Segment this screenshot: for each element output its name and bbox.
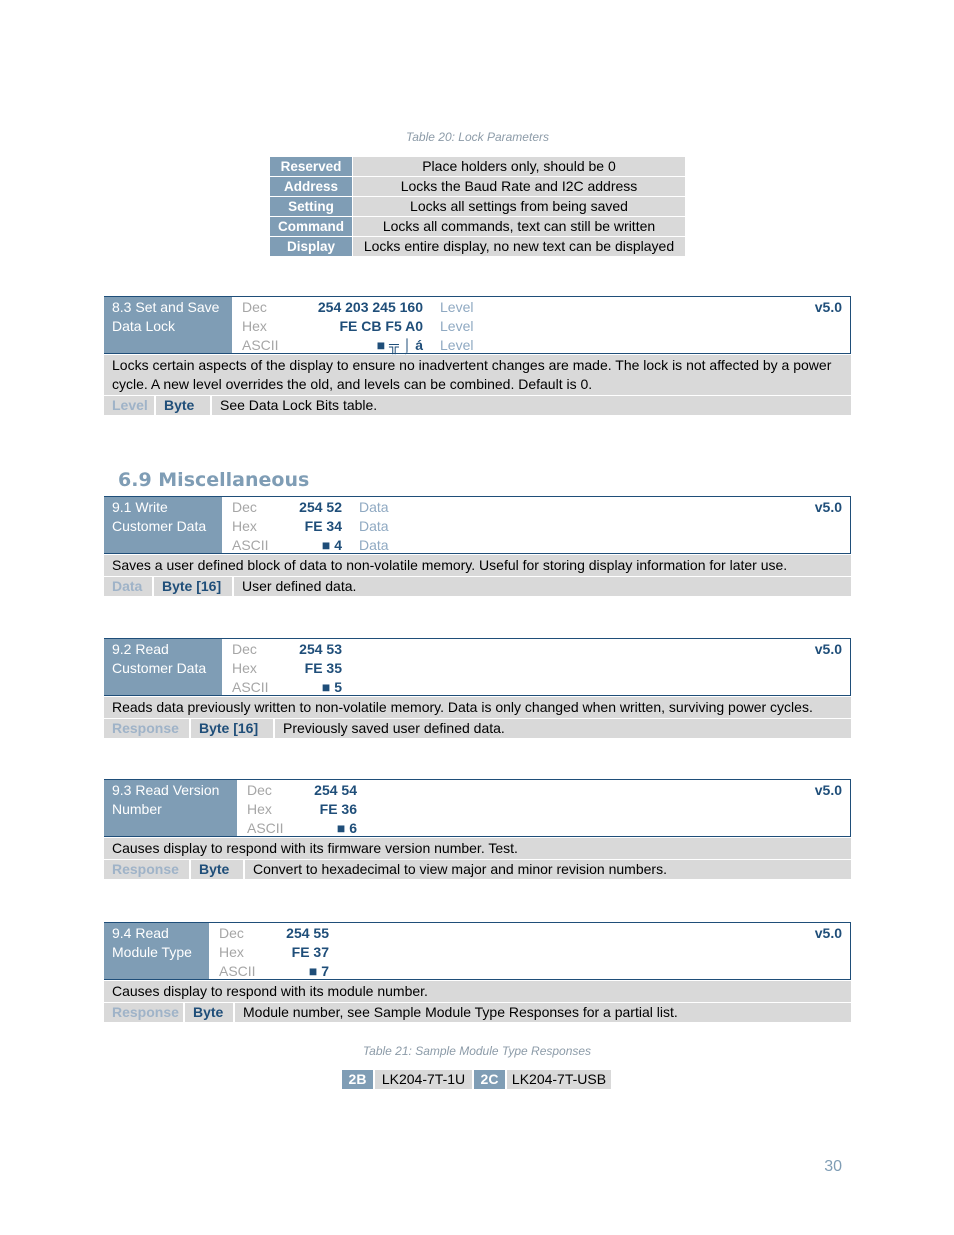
- version-badge: v5.0: [814, 782, 842, 798]
- lock-key: Command: [270, 217, 352, 236]
- lock-table-caption: Table 20: Lock Parameters: [406, 130, 549, 144]
- ascii-value: ■ 4: [321, 537, 342, 553]
- section-heading: 6.9 Miscellaneous: [118, 469, 310, 491]
- module-name: LK204-7T-USB: [507, 1070, 611, 1089]
- command-title: 9.4 Read Module Type: [104, 923, 209, 979]
- param-description: Convert to hexadecimal to view major and minor revision numbers.: [245, 860, 851, 879]
- page-number: 30: [824, 1158, 842, 1175]
- command-block-9-4: [104, 922, 851, 1022]
- command-block-8-3: [104, 296, 851, 415]
- table-row: [270, 237, 685, 256]
- ascii-value: ■ 7: [308, 963, 329, 979]
- hex-value: FE 35: [304, 660, 342, 676]
- param-type: Byte: [156, 396, 210, 415]
- param-type: Byte: [191, 860, 243, 879]
- module-name: LK204-7T-1U: [375, 1070, 472, 1089]
- param-type: Byte: [185, 1003, 233, 1022]
- version-badge: v5.0: [814, 925, 842, 941]
- dec-value: 254 55: [286, 925, 329, 941]
- command-description: Saves a user defined block of data to non-volatile memory. Useful for storing display information for later use.: [104, 555, 851, 576]
- dec-value: 254 52: [299, 499, 342, 515]
- dec-label: Dec: [219, 925, 244, 941]
- hex-label: Hex: [219, 944, 244, 960]
- ascii-value: ■ 5: [321, 679, 342, 695]
- ascii-label: ASCII: [242, 337, 279, 353]
- hex-value: FE CB F5 A0: [339, 318, 423, 334]
- ascii-label: ASCII: [219, 963, 256, 979]
- version-badge: v5.0: [814, 499, 842, 515]
- dec-value: 254 54: [314, 782, 357, 798]
- lock-value: Locks all settings from being saved: [353, 197, 685, 216]
- param-placeholder: Data: [359, 518, 389, 534]
- ascii-label: ASCII: [247, 820, 284, 836]
- param-placeholder: Level: [440, 318, 474, 334]
- lock-value: Locks entire display, no new text can be displayed: [353, 237, 685, 256]
- dec-label: Dec: [247, 782, 272, 798]
- hex-value: FE 34: [304, 518, 342, 534]
- module-table-caption: Table 21: Sample Module Type Responses: [362, 1044, 592, 1058]
- param-name: Level: [104, 396, 154, 415]
- lock-parameters-table: [270, 157, 685, 257]
- hex-value: FE 37: [291, 944, 329, 960]
- param-name: Data: [104, 577, 152, 596]
- lock-value: Locks the Baud Rate and I2C address: [353, 177, 685, 196]
- param-placeholder: Level: [440, 299, 474, 315]
- command-description: Reads data previously written to non-volatile memory. Data is only changed when written, surviving power cycles.: [104, 697, 851, 718]
- param-description: Module number, see Sample Module Type Responses for a partial list.: [235, 1003, 851, 1022]
- hex-label: Hex: [242, 318, 267, 334]
- command-title: 9.3 Read Version Number: [104, 780, 237, 836]
- table-row: [270, 217, 685, 236]
- param-type: Byte [16]: [191, 719, 273, 738]
- version-badge: v5.0: [814, 299, 842, 315]
- command-title: 8.3 Set and Save Data Lock: [104, 297, 232, 353]
- param-name: Response: [104, 1003, 183, 1022]
- lock-value: Place holders only, should be 0: [353, 157, 685, 176]
- lock-key: Reserved: [270, 157, 352, 176]
- table-row: [270, 197, 685, 216]
- dec-label: Dec: [242, 299, 267, 315]
- version-badge: v5.0: [814, 641, 842, 657]
- table-row: [270, 177, 685, 196]
- hex-value: FE 36: [319, 801, 357, 817]
- lock-value: Locks all commands, text can still be written: [353, 217, 685, 236]
- command-title: 9.1 Write Customer Data: [104, 497, 222, 553]
- parameter-row: [104, 719, 851, 738]
- ascii-value: ■ 6: [336, 820, 357, 836]
- param-name: Response: [104, 719, 189, 738]
- command-block-9-3: [104, 779, 851, 879]
- param-placeholder: Level: [440, 337, 474, 353]
- lock-key: Address: [270, 177, 352, 196]
- param-description: User defined data.: [234, 577, 851, 596]
- ascii-value: ■ ╦ ⌡ á: [376, 337, 423, 353]
- dec-value: 254 53: [299, 641, 342, 657]
- parameter-row: [104, 860, 851, 879]
- hex-label: Hex: [232, 518, 257, 534]
- hex-label: Hex: [247, 801, 272, 817]
- param-type: Byte [16]: [154, 577, 232, 596]
- param-description: See Data Lock Bits table.: [212, 396, 851, 415]
- table-row: [270, 157, 685, 176]
- parameter-row: [104, 396, 851, 415]
- command-description: Causes display to respond with its firmware version number. Test.: [104, 838, 851, 859]
- module-type-table: [342, 1070, 611, 1089]
- dec-label: Dec: [232, 499, 257, 515]
- param-placeholder: Data: [359, 499, 389, 515]
- dec-value: 254 203 245 160: [317, 299, 423, 315]
- dec-label: Dec: [232, 641, 257, 657]
- module-code: 2B: [342, 1070, 373, 1089]
- ascii-label: ASCII: [232, 679, 269, 695]
- command-description: Causes display to respond with its module number.: [104, 981, 851, 1002]
- command-block-9-1: [104, 496, 851, 596]
- parameter-row: [104, 577, 851, 596]
- hex-label: Hex: [232, 660, 257, 676]
- parameter-row: [104, 1003, 851, 1022]
- module-code: 2C: [474, 1070, 505, 1089]
- lock-key: Display: [270, 237, 352, 256]
- param-name: Response: [104, 860, 189, 879]
- command-title: 9.2 Read Customer Data: [104, 639, 222, 695]
- param-placeholder: Data: [359, 537, 389, 553]
- command-description: Locks certain aspects of the display to ensure no inadvertent changes are made. The lock is not affected by a power cycle. A new level overrides the old, and levels can be combined. Default is 0.: [104, 355, 851, 395]
- ascii-label: ASCII: [232, 537, 269, 553]
- param-description: Previously saved user defined data.: [275, 719, 851, 738]
- command-block-9-2: [104, 638, 851, 738]
- lock-key: Setting: [270, 197, 352, 216]
